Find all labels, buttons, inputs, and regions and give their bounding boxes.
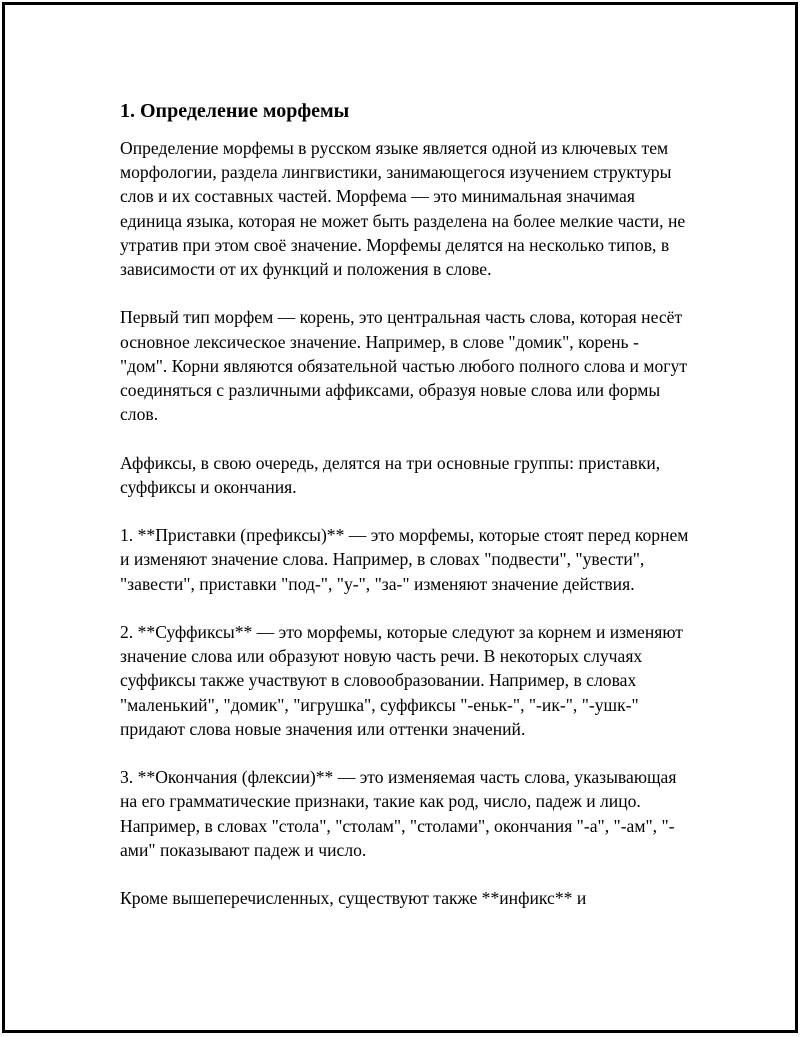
document-page [2,2,798,1033]
paragraph-affixes: Аффиксы, в свою очередь, делятся на три основные группы: приставки, суффиксы и окончания. [120,452,661,497]
paragraph-suffixes: 2. **Суффиксы** — это морфемы, которые следуют за корнем и изменяют значение слова или образуют новую часть речи. В некоторых случаях суффиксы также участвуют в словообразовании. Например, в словах "маленький", "домик", "игрушка", суффиксы "-еньк-", "-ик-", "-ушк-" придают слова новые значения или оттенки значений. [120,622,683,739]
paragraph-prefixes: 1. **Приставки (префиксы)** — это морфемы, которые стоят перед корнем и изменяют значение слова. Например, в словах "подвести", "увести", "завести", приставки "под-", "у-", "за-" изменяют значение действия. [120,525,689,594]
section-heading: 1. Определение морфемы [120,100,350,122]
paragraph-endings: 3. **Окончания (флексии)** — это изменяемая часть слова, указывающая на его грамматические признаки, такие как род, число, падеж и лицо. Например, в словах "стола", "столам", "столами", окончания "-а", "-ам", "-ами" показывают падеж и число. [120,767,677,860]
paragraph-other: Кроме вышеперечисленных, существуют также **инфикс** и [120,888,587,909]
paragraph-definition: Определение морфемы в русском языке является одной из ключевых тем морфологии, раздела лингвистики, занимающегося изучением структуры слов и их составных частей. Морфема — это минимальная значимая единица языка, которая не может быть разделена на более мелкие части, не утратив при этом своё значение. Морфемы делятся на несколько типов, в зависимости от их функций и положения в слове. [120,138,686,280]
document-content [120,98,690,935]
paragraph-root: Первый тип морфем — корень, это центральная часть слова, которая несёт основное лексическое значение. Например, в слове "домик", корень - "дом". Корни являются обязательной частью любого полного слова и могут соединяться с различными аффиксами, образуя новые слова или формы слов. [120,307,688,425]
